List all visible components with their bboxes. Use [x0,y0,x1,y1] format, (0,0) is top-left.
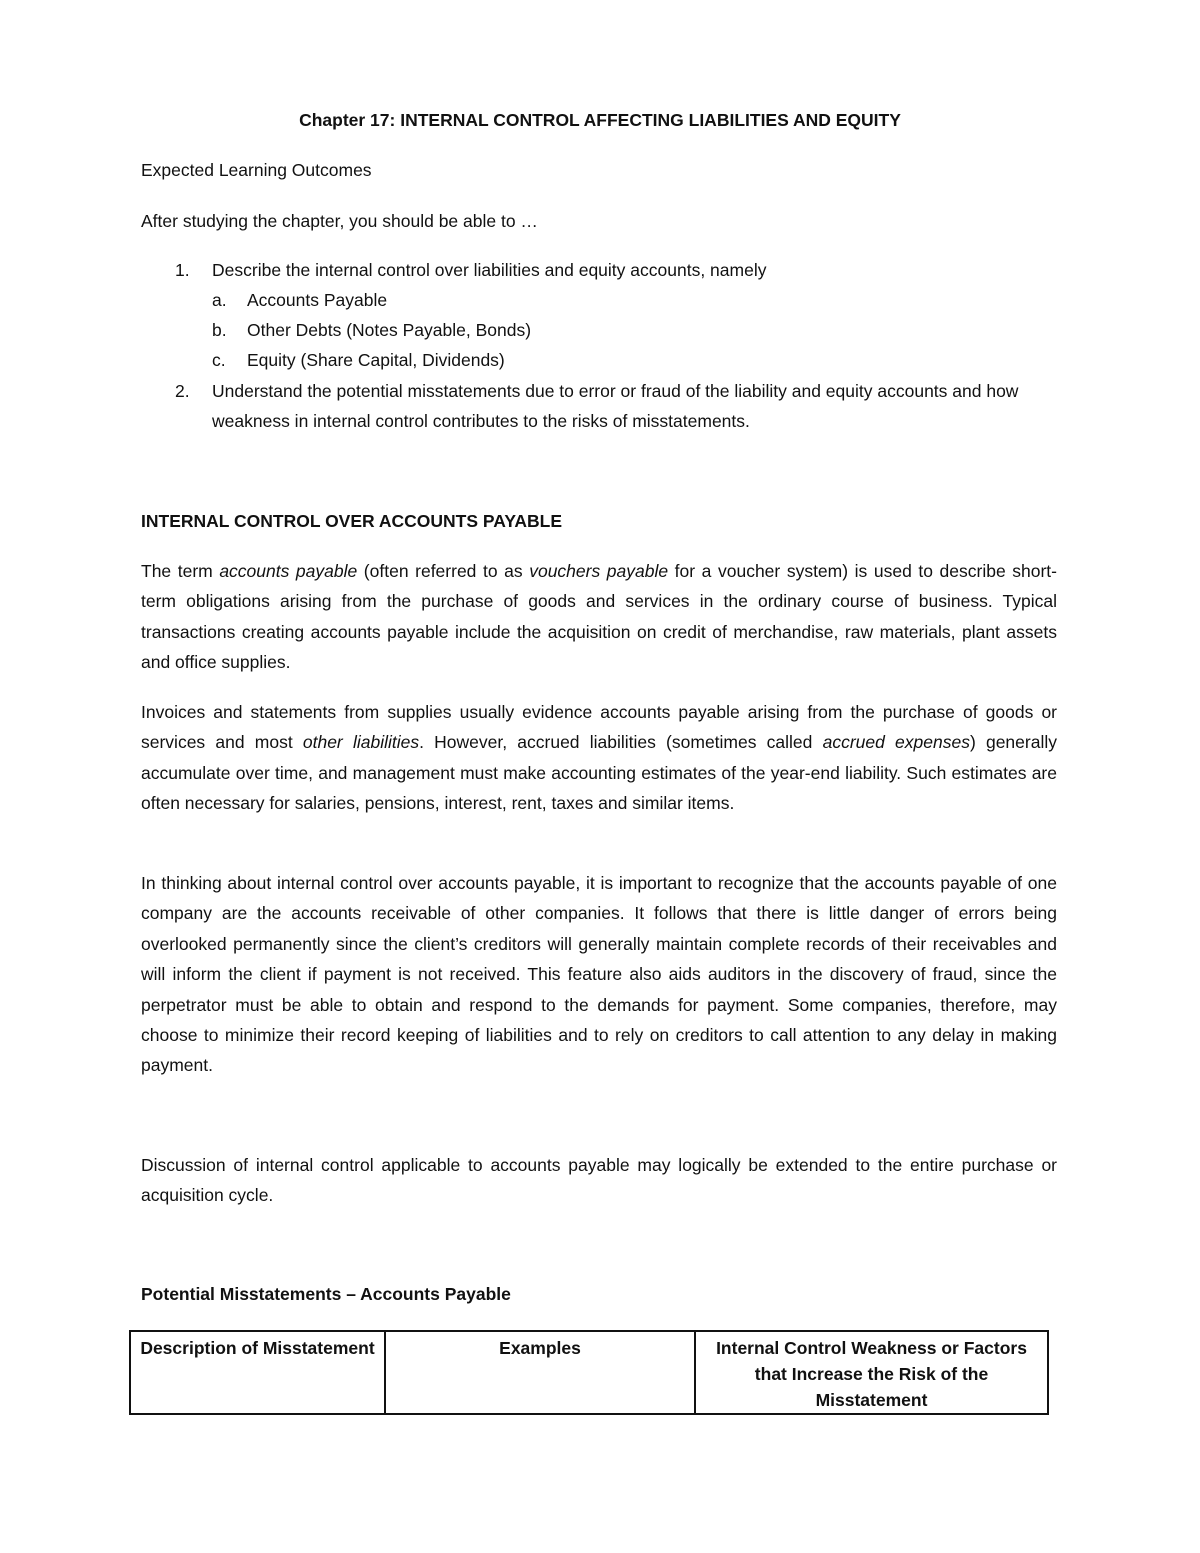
paragraph-internal-control-thinking: In thinking about internal control over accounts payable, it is important to recognize that the accounts payable of one company are the accounts receivable of other companies. It follows that there is little danger of errors being overlooked permanently since the client’s creditors will generally maintain complete records of their receivables and will inform the client if payment is not received. This feature also aids auditors in the discovery of fraud, since the perpetrator must be able to obtain and respond to the demands for payment. Some companies, therefore, may choose to minimize their record keeping of liabilities and to rely on creditors to call attention to any delay in making payment. [141,873,1057,1076]
subitem-letter: a. [212,290,227,310]
paragraph-accounts-payable-definition: The term accounts payable (often referred to as vouchers payable for a voucher system) is used to describe short-term obligations arising from the purchase of goods and services in the ordinary course of business. Typical transactions creating accounts payable include the acquisition on credit of merchandise, raw materials, plant assets and office supplies. [141,561,1057,673]
outcome-text: Describe the internal control over liabilities and equity accounts, namely [212,260,767,280]
learning-outcomes-heading: Expected Learning Outcomes [141,160,372,180]
outcome-text: Understand the potential misstatements due to error or fraud of the liability and equity accounts and how weakness in internal control contributes to the risks of misstatements. [212,381,1019,432]
chapter-title: Chapter 17: INTERNAL CONTROL AFFECTING LIABILITIES AND EQUITY [299,110,901,130]
outcome-number: 2. [175,381,190,401]
table-header-weakness: Internal Control Weakness or Factors that Increase the Risk of the Misstatement [695,1331,1048,1414]
subitem-letter: b. [212,320,227,340]
paragraph-purchase-cycle: Discussion of internal control applicable to accounts payable may logically be extended to the entire purchase or acquisition cycle. [141,1155,1057,1206]
table-header-examples: Examples [385,1331,695,1414]
paragraph-accrued-liabilities: Invoices and statements from supplies usually evidence accounts payable arising from the purchase of goods or services and most other liabilities. However, accrued liabilities (sometimes called accrued expenses) generally accumulate over time, and management must make accounting estimates of the year-end liability. Such estimates are often necessary for salaries, pensions, interest, rent, taxes and similar items. [141,702,1057,814]
subitem-text: Accounts Payable [247,290,388,310]
misstatements-table [129,1330,1049,1415]
subitem-text: Equity (Share Capital, Dividends) [247,350,505,370]
outcome-number: 1. [175,260,190,280]
misstatements-heading: Potential Misstatements – Accounts Payable [141,1284,511,1304]
subitem-letter: c. [212,350,226,370]
intro-text: After studying the chapter, you should be able to … [141,211,538,231]
table-header-description: Description of Misstatement [130,1331,385,1414]
section-heading: INTERNAL CONTROL OVER ACCOUNTS PAYABLE [141,511,563,531]
table-header-row [130,1331,1048,1414]
subitem-text: Other Debts (Notes Payable, Bonds) [247,320,532,340]
